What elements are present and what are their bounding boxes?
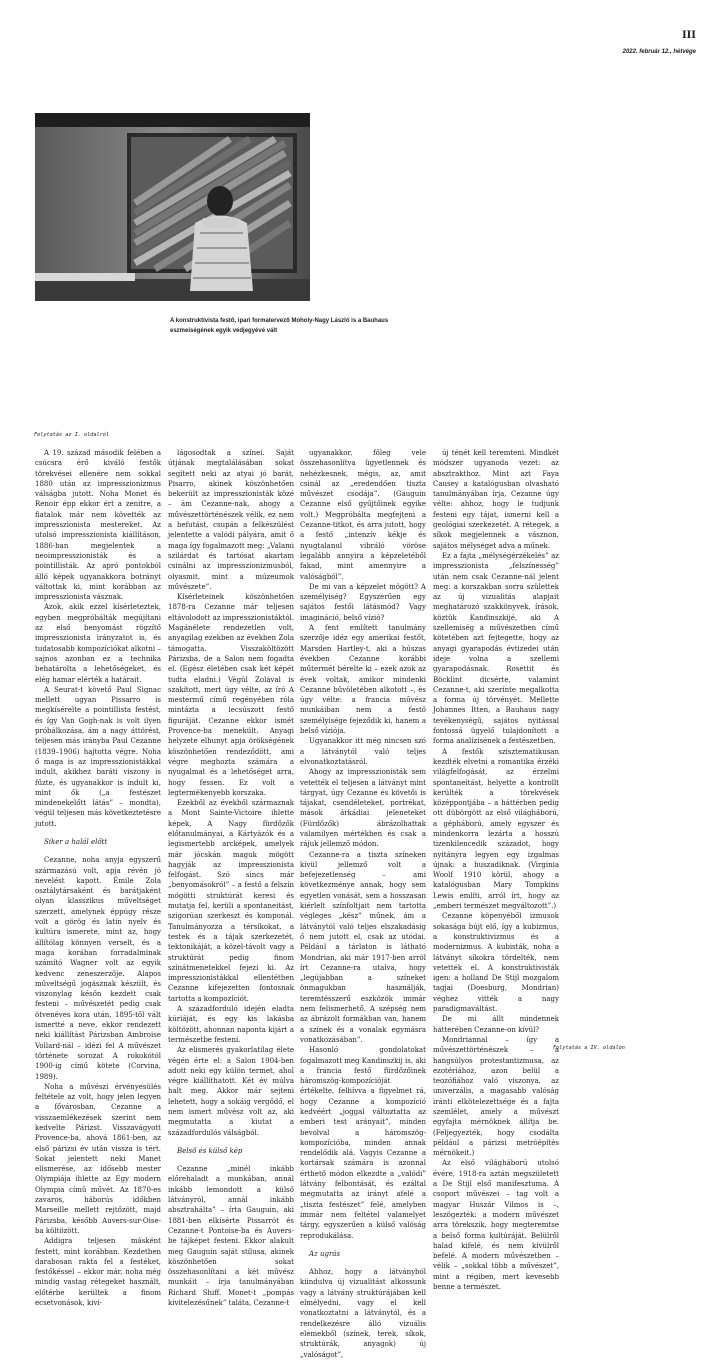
paragraph: Cezanne-ra a tiszta színeken kívül jellemző volt a befejezetlenség – ami következménye annak, hogy sem egyetlen vonását, sem a hosszasan kiérlelt színfoltjait nem tartotta végleges „kész” műnek, ám a látványtól való teljes elszakadásig ő nem jutott el, csak az utódai. Például a tárlaton is látható Mondrian, aki már 1917-ben arról írt Cezanne-ra utalva, hogy „legújabban a színeket önmagukban használják, teremtésszerű eszközök immár nem felismerhető. A szépség nem az ábrázolt formákban van, hanem a színek és a vonalak egymásra vonatkozásában”. xyxy=(300,850,426,1044)
paragraph: A 19. század második felében a csúcsra érő kiváló festők törekvései ellenére nem sokkal 1880 után az impresszionizmus válságba jutott. Noha Monet és Renoir épp ekkor ért a zenitre, a fiatalok már nem követték az impresszionista mestereket. Az utolsó impresszionista kiállításon, 1886-ban megjelentek a neoimpresszionisták és a pointillisták. Az apró pontokból álló képek ugyanakkora botrányt váltottak ki, mint korábban az impresszionista vásznak. xyxy=(35,449,161,602)
paragraph: Addigra teljesen másként festett, mint korábban. Kezdetben darabosan rakta fel a festéket, festőkéssel – ekkor már, noha még mindig vastag rétegeket használt, előtérbe kerültek a finom ecsetvonások, kivi- xyxy=(35,1237,161,1308)
continued-from-note: Folytatás az I. oldalról xyxy=(34,432,109,438)
photo-caption: A konstruktivista festő, ipari formatervező Moholy-Nagy László is a Bauhaus eszmeiségének egyik védjegyévé vált xyxy=(170,318,389,334)
article-column-2 xyxy=(168,448,294,1308)
subheading: Az ugrás xyxy=(309,1249,341,1258)
gallery-photo xyxy=(35,113,310,301)
photo-illustration xyxy=(35,113,310,301)
paragraph: új ténét kell teremteni. Mindkét módszer ugyanoda vezet: az absztrakthoz. Mint azt Faya Causey a katalógusban olvasható tanulmányában írja, Cezanne úgy vélte: ahhoz, hogy le tudjunk festeni egy tájat, ismerni kell a geológiai szerkezetét. A rétegek, a síkok megjelennek a vásznon, sajátos mélységet adva a műnek. xyxy=(433,449,559,550)
paragraph: Az első világháború utolsó évére, 1918-ra aztán megszületett a De Stijl első manifesztuma. A csoport művészei – tag volt a magyar Huszár Vilmos is –, leszögezték: a modern művészet arra törekszik, hogy megteremtse a belső forma kultúráját. Belülről halad kifelé, és nem kívülről befelé. A modern művészetben – vélik – „sokkal több a művészet”, mint a régiben, mert kevesebb benne a természet. xyxy=(433,1159,559,1292)
paragraph: Noha a művészi érvényesülés feltétele az volt, hogy jelen legyen a fővárosban, Cezanne a visszaemlékezések szerint nem kedvelte Párizst. Visszavágyott Provence-ba, ahová 1861-ben, az első párizsi év után vissza is tért. Sokat jelentett neki Manet elismerése, az idősebb mester Olympiája ihlette az Egy modern Olympia című művét. Az 1870-es zavaros, háborús időkben Marseille mellett rejtőzött, majd Párizsba, később Auvers-sur-Oise-ba költözött. xyxy=(35,1082,161,1235)
paragraph: Kísérleteinek köszönhetően 1878-ra Cezanne már teljesen eltávolodott az impresszionistáktól. Magánélete rendezetlen volt, anyagilag ezekben az években Zola támogatta. Visszaköltözött Párizsba, de a Salon nem fogadta el. (Egész életében csak két képét tudta eladni.) Végül Zolával is szakított, mert úgy vélte, az író A mestermű című regényében róla mintázta a lecsúszott festő figuráját. Cezanne ekkor ismét Provence-ba menekült. Anyagi helyzete elhunyt apja örökségének köszönhetően rendeződött, ami végre meghozta számára a nyugalmat és a lehetőséget arra, hogy fessen. Ez volt a legtermékenyebb korszaka. xyxy=(168,593,294,797)
article-column-3 xyxy=(300,448,426,1359)
paragraph: Cezanne „minél inkább előrehaladt a munkában, annál inkább lemondott a külső látványról, annál inkább absztrahálta” – írta Gauguin, aki 1881-ben elkísérte Pissarrót és Cezanne-t Pontoise-ba és Auvers-be tájképet festeni. Ekkor alakult meg Gauguin saját stílusa, akinek köszönhetően sokat összehasonlítani a két művész munkáit – írja tanulmányában Richard Shiff. Monet-t „pompás kivitelezésűnek” taláta, Cezanne-t xyxy=(168,1165,294,1308)
paragraph: Cezanne, noha anyja egyszerű származású volt, apja révén jó nevelést kapott. Émile Zola osztálytársaként és barátjaként olyan klasszikus műveltséget szerzett, amelynek éppúgy része volt a görög és latin nyelv és kultúra ismerete, mint az, hogy állítólag könnyen verselt, és a maga korában forradalminak számító Wagner volt az egyik kedvenc zeneszerzője. Alapos műveltségű jogásznak készült, és viszonylag későn kezdett csak festeni – művészetét pedig csak ötvenéves kora után, 1895-től vált ismertté a neve, ekkor rendezett neki kiállítást Párizsban Ambroise Vollard-nál – idézi fel A művészet története sorozat A rokokótól 1900-ig című kötete (Corvina, 1989). xyxy=(35,856,161,1081)
paragraph: lágosodtak a színei. Saját útjának megtalálásában sokat segített neki az atyai jó barát, Pisarro, akinek köszönhetően bekerült az impresszionisták közé – ám Cezanne-nak, ahogy a művészettörténészek vélik, ez nem a befutást, csupán a felkészülést jelentette a valódi pályára, amit ő maga így fogalmazott meg: „Valami szilárdat és tartósat akartam csinálni az impresszionizmusból, olyasmit, mint a múzeumok művészete”. xyxy=(168,449,294,591)
paragraph: Ugyanakkor itt még nincsen szó a látványtól való teljes elvonatkoztatásról. xyxy=(300,737,426,766)
paragraph: De mi állt mindennek hátterében Cezanne-on kívül? xyxy=(433,1015,559,1034)
subheading: Siker a halál előtt xyxy=(44,837,108,846)
paragraph: Ezekből az évekből származnak a Mont Sainte-Victoire ihlette képek, A Nagy fürdőzők előtanulmányai, a Kártyázók és a legismertebb arcképek, amelyek már jócskán maguk mögött hagyják az impresszionista felfogást. Szó sincs már „benyomásokról” – a festő a felszín mögötti struktúrát keresi és mutatja fel, kerüli a spontaneitást, szigorúan szerkeszt és komponál. Tanulmányozza a térsíkokat, a testek és a tájak szerkezetét, tektonikáját, a közel-távolt vagy a struktúrát pedig finom színátmenetekkel fejezi ki. Az impresszionistákkal ellentétben Cezanne kifejezetten fontosnak tartotta a kompozíciót. xyxy=(168,799,294,1003)
page-number: III xyxy=(681,30,696,41)
paragraph: De mi van a képzelet mögött? A személyiség? Egyszerűen egy sajátos festői látásmód? Vagy imagináció, belső vízió? xyxy=(300,582,426,622)
paragraph: Ahogy az impresszionisták sem vetették el teljesen a látványt mint tárgyat, úgy Cezanne és követői is tájakat, csendéleteket, portrékat, mások árkádiai jeleneteket (Fürdőzők) ábrázolhattak valamilyen mértékben és csak a rájuk jellemző módon. xyxy=(300,768,426,849)
paragraph: A fent említett tanulmány szerzője idéz egy amerikai festőt, Marsden Hartley-t, aki a húszas években Cezanne korábbi műtermét bérelte ki – ezek azok az évek voltak, amikor mindenki Cezanne bűvöletében alkotott –, és úgy vélte: a francia művész munkáiban nem a festő személyisége fejeződik ki, hanem a belső víziója. xyxy=(300,624,426,736)
paragraph: Ahhoz, hogy a látványból kiindulva új vizualitást alkossunk vagy a látvány struktúrájában kell elmélyedni, vagy el kell vonatkoztatni a látványtól, és a rendelkezésre álló vizuális elemekből (színek, terek, síkok, struktúrák, anyagok) új „valóságot”, xyxy=(300,1268,426,1359)
paragraph: A századforduló idején eladta kúriáját, és egy kis lakásba költözött, ahonnan naponta kijárt a természetbe festeni. xyxy=(168,1005,294,1044)
paragraph: ugyanakkor, főleg vele összehasonlítva ügyetlennek és nehézkesnek, mégis, az, amit csinál az „eredendően tiszta művészet csodája”. (Gauguin Cezanne első gyűjtőinek egyike volt.) Megpróbálta megfejteni a Cezanne-titkot, és arra jutott, hogy a festő „intenzív kékje és nyugtalanul vibráló vöröse legalább annyira a képzeletéből fakad, mint amennyire a valóságból”. xyxy=(300,449,426,581)
paragraph: A festők szisztematikusan kezdték elvetni a romantika érzéki világfelfogását, az érzelmi spontaneitást, helyette a kontrollt kerülték a törekvések középpontjába – a háttérben pedig ott dübörgött az első világháború, a gépháború, amely egyszer és mindenkorra lezárta a hosszú tizenkilencedik századot, hogy nyitányra legyen egy izgalmas újnak: a huszadiknak. (Virginia Woolf 1910 körül, ahogy a katalógusban Mary Tompkins Lewis említi, arról írt, hogy az „emberi természet megváltozott”.) xyxy=(433,747,559,911)
paragraph: A Seurat-t követő Paul Signac mellett ugyan Pissarro is megkísérelte a pointillista festést, és így Van Gogh-nak is volt ilyen próbálkozása, ám a nagy áttörést, teljesen más irányba Paul Cezanne (1839–1906) hajtotta végre. Noha ő maga is az impresszionistákkal indult, akikhez baráti viszony is fűzte, és ugyanakkor is indult ki, mint ők („a festészet mindenekelőtt látás” – mondta), végül teljesen más következtetésre jutott. xyxy=(35,685,161,828)
paragraph: Azok, akik ezzel kísérleteztek, egyben megpróbálták megújítani az első benyomást rögzítő impresszionista irányzatot is, és tudatosabb kompozíciókat alkotni – sajnos azonban ez a technika behatárolta a lehetőségeket, és elég hamar elérték a határait. xyxy=(35,603,161,684)
paragraph: Cezanne köpenyéből izmusok sokasága bújt elő, így a kubizmus, a konstruktivizmus és a modernizmus. A kubisták, noha a látványt síkokra tördelték, nem vetették el. A konstruktivisták igen: a holland De Stijl mozgalom tagjai (Doesburg, Mondrian) véghez vitték a nagy paradigmaváltást. xyxy=(433,912,559,1014)
paragraph: Ez a fajta „mélységérzékelés” az impresszionista „felszínesség” után nem csak Cezanne-nál jelent meg: a korszakban sorra születtek az új vizualitás alapjait meghatározó szakkönyvek, írások, köztük Kandinszkijé, aki A szellemiség a művészetben című kötetében azt fejtegette, hogy az anyagi gyarapodás évtizedei után ideje volna a szellemi gyarapodásnak. Rosettit és Böcklint dicsérte, valamint Cezanne-t, aki szerinte megalkotta a forma új törvényét. Mellette Johannes Itten, a Bauhaus nagy tevékenységű, sajátos nyitással fontossá ügyelő tulajdonított a forma analízisének a festészetben. xyxy=(433,551,559,746)
paragraph: Mondriannal – így a művészettörténészek – a hangsúlyos protestantizmusa, az ezotériához, azon belül a teozófiához való viszonya, az univerzális, a magasabb valóság iránti elkötelezettsége és a fajta szemlélet, amely a művészt egyfajta mérnöknek állítja be. (Feljegyezték, hogy csodálta például a párizsi metróépítés mérnökeit.) xyxy=(433,1035,559,1158)
article-column-1 xyxy=(35,448,161,1308)
issue-date: 2022. február 12., hétvége xyxy=(622,49,696,55)
paragraph: Hasonló gondolatokat fogalmazott meg Kandinszkij is, aki a francia festő fürdőzőinek háromszög-kompozícióját értékelte, felhívva a figyelmet rá, hogy Cezanne a kompozíció kedvéért „joggal változtatta az emberi test arányait”, minden bevolval a háromszög-kompozícióba, minden annak rendelődik alá. Vagyis Cezanne a kortársak számára is azonnal érthető módon elkezdte a „valódi” látvány felbontását, és ezáltal megmutatta az irányt afelé a „tiszta festészet” felé, amelyben immár nem feltétel valamelyet tárgy, egyszerűen a külső valóság reprodukálása. xyxy=(300,1046,426,1240)
paragraph: Az elismerés gyakorlatilag élete végén érte el: a Salon 1904-ben adott neki egy külön termet, ahol végre kiállíthatott. Két év múlva halt meg. Akkor már sejteni lehetett, hogy a sokáig vergődő, el nem ismert művész volt az, aki megmutatta a kiutat a századfordulós válságból. xyxy=(168,1046,294,1137)
article-column-4 xyxy=(433,448,559,1292)
continued-to-note: Folytatás a IV. oldalon xyxy=(553,1045,625,1051)
subheading: Belső és külső kép xyxy=(177,1146,243,1155)
